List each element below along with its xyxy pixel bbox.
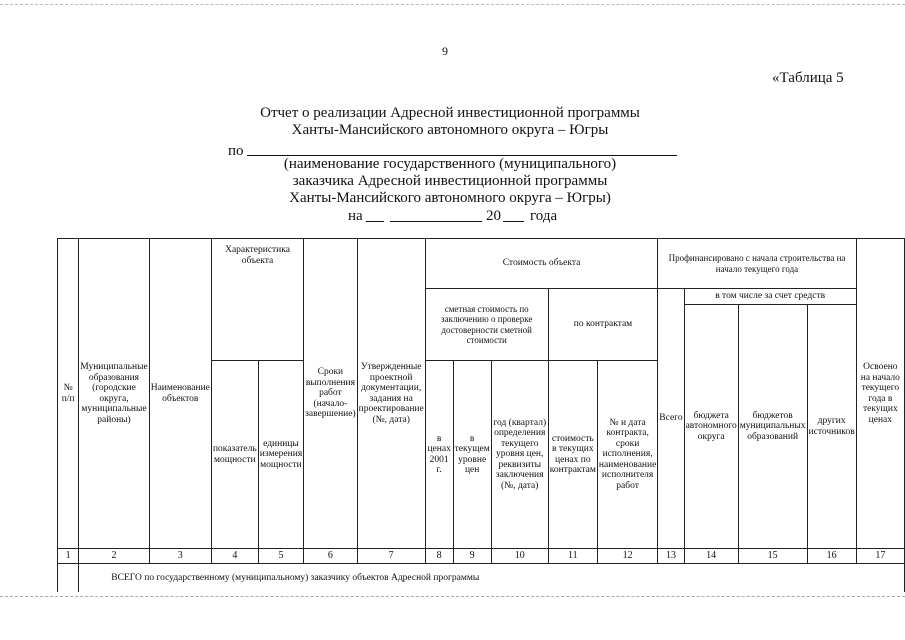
top-dashed-line [0,4,905,5]
header-est-current: в текущем уровне цен [453,361,491,549]
header-incl: в том числе за счет средств [684,289,856,305]
bottom-dashed-line [0,596,905,597]
total-row-num [58,564,79,592]
report-table [57,238,905,592]
header-estimate: сметная стоимость по заключению о проверке достоверности сметной стоимости [425,289,548,361]
year-blank [503,221,524,222]
col-number: 11 [548,549,597,564]
header-fin-local: бюджетов муниципальных образований [738,305,807,549]
col-number: 7 [357,549,425,564]
col-number: 5 [258,549,303,564]
col-number: 12 [597,549,657,564]
page-number: 9 [442,44,448,58]
title-note-2: заказчика Адресной инвестиционной программы [292,173,608,189]
header-num: № п/п [58,239,79,549]
title-note-1: (наименование государственного (муниципального) [283,156,617,172]
header-est-year: год (квартал) определения текущего уровня цен, реквизиты заключения (№, дата) [491,361,548,549]
header-fin-total: Всего [658,289,684,549]
header-municipalities: Муниципальные образования (городские округа, муниципальные районы) [79,239,149,549]
col-number: 15 [738,549,807,564]
na-label: на [348,208,363,224]
col-number: 16 [807,549,856,564]
col-number: 17 [856,549,904,564]
col-number: 2 [79,549,149,564]
header-financed: Профинансировано с начала строительства на начало текущего года [658,239,856,289]
table-reference: «Таблица 5 [772,70,844,86]
col-number: 6 [304,549,357,564]
total-row-label: ВСЕГО по государственному (муниципальному) заказчику объектов Адресной программы [79,564,905,592]
title-line-2: Ханты-Мансийского автономного округа – Югры [291,122,609,138]
col-number: 8 [425,549,453,564]
header-object-names: Наименование объектов [149,239,211,549]
col-number: 9 [453,549,491,564]
header-approved-docs: Утвержденные проектной документации, задания на проектирование (№, дата) [357,239,425,549]
po-label: по [228,143,244,159]
header-fin-other: других источников [807,305,856,549]
col-number: 14 [684,549,738,564]
header-work-terms: Сроки выполнения работ (начало-завершение) [304,239,357,549]
header-fin-budget: бюджета автономного округа [684,305,738,549]
year-suffix: года [530,208,558,224]
title-note-3: Ханты-Мансийского автономного округа – Югры) [289,190,611,206]
title-line-1: Отчет о реализации Адресной инвестиционной программы [260,105,640,121]
header-capacity: показатель мощности [211,361,258,549]
col-number: 4 [211,549,258,564]
day-blank [366,221,384,222]
header-est-2001: в ценах 2001 г. [425,361,453,549]
header-mastered: Освоено на начало текущего года в текущих ценах [856,239,904,549]
col-number: 13 [658,549,684,564]
year-prefix: 20 [486,208,501,224]
header-characteristics: Характеристика объекта [211,239,303,361]
col-number: 10 [491,549,548,564]
col-number: 1 [58,549,79,564]
header-contract-cost: стоимость в текущих ценах по контрактам [548,361,597,549]
header-contract-no: № и дата контракта, сроки исполнения, наименование исполнителя работ [597,361,657,549]
col-number: 3 [149,549,211,564]
header-object-cost: Стоимость объекта [425,239,658,289]
month-blank [390,221,482,222]
header-contracts: по контрактам [548,289,658,361]
header-capacity-unit: единицы измерения мощности [258,361,303,549]
